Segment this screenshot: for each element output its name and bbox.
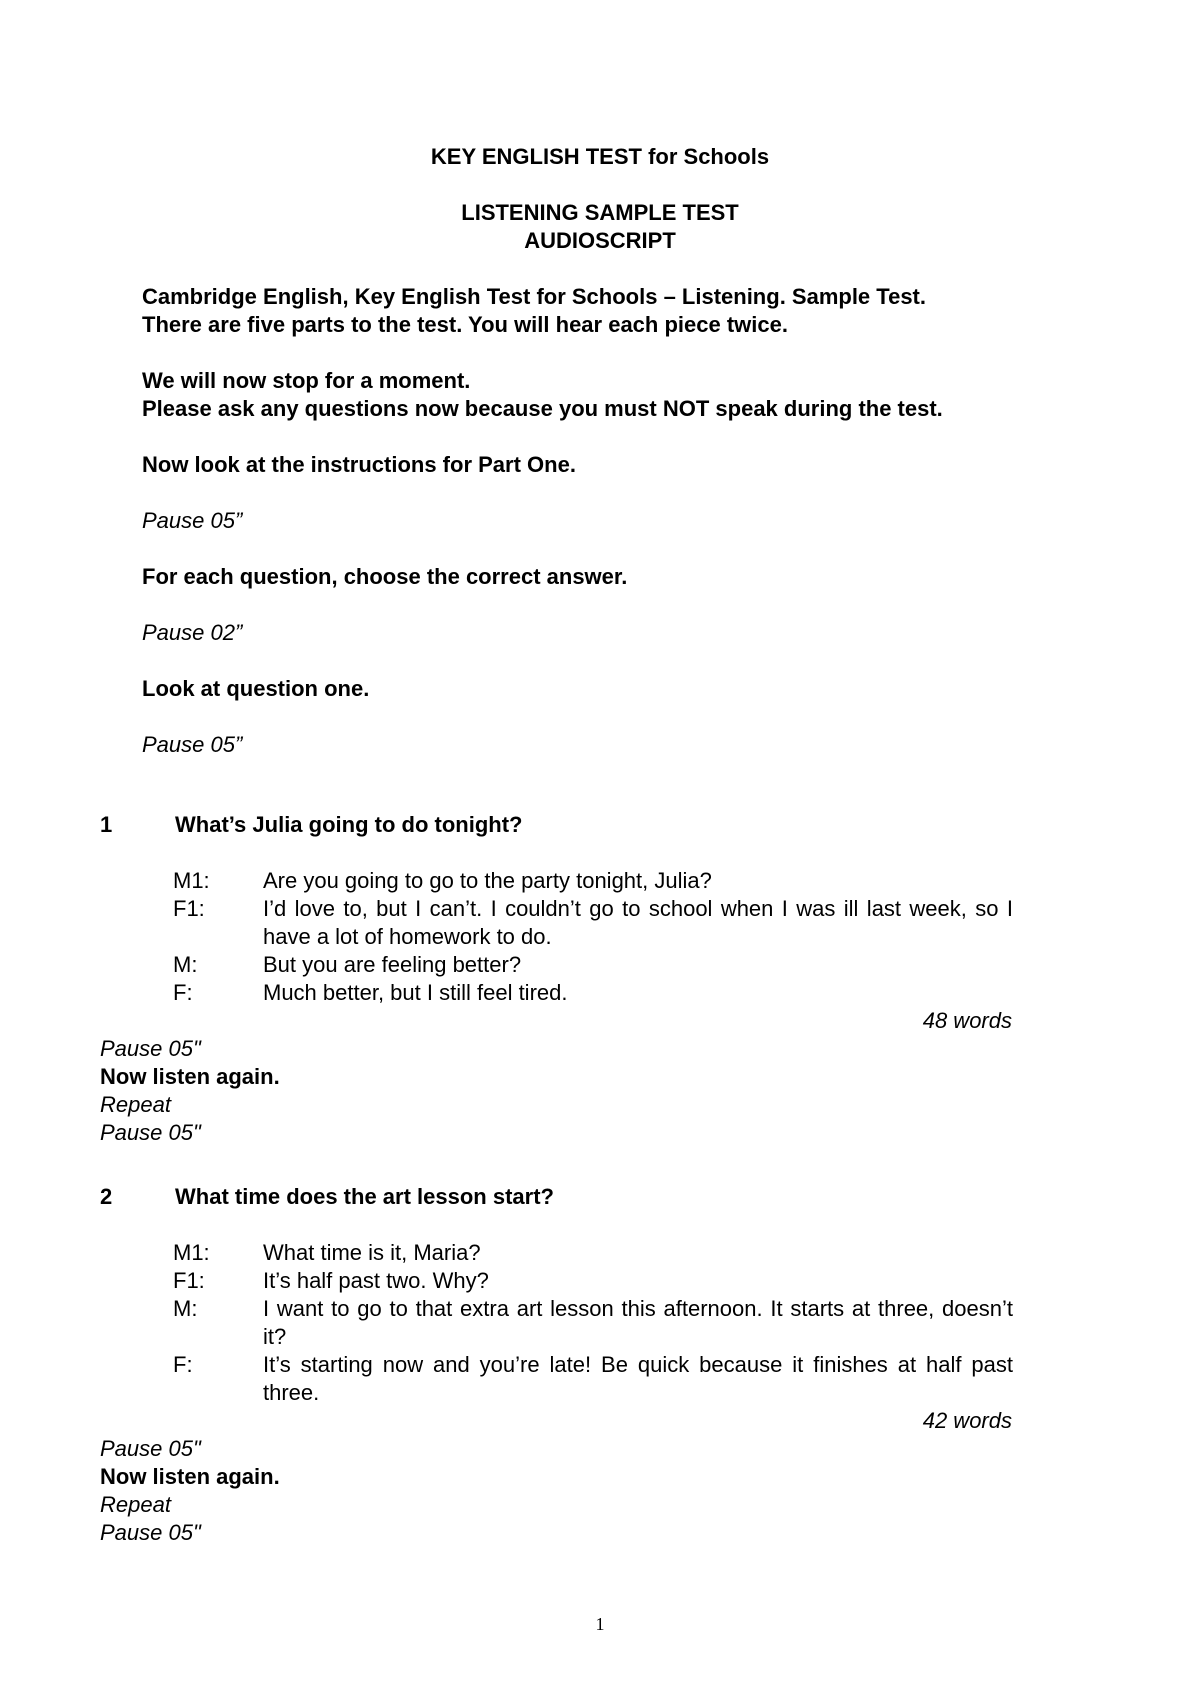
dialogue-text: But you are feeling better?	[263, 952, 522, 977]
repeat-note: Repeat	[100, 1492, 171, 1517]
pause-note: Pause 05”	[142, 732, 243, 757]
pause-note: Pause 05"	[100, 1436, 201, 1461]
listen-again-instruction: Now listen again.	[100, 1464, 280, 1489]
intro-line: Please ask any questions now because you must NOT speak during the test.	[142, 396, 943, 421]
listen-again-instruction: Now listen again.	[100, 1064, 280, 1089]
dialogue-text: Are you going to go to the party tonight, Julia?	[263, 868, 712, 893]
question-number: 2	[100, 1184, 113, 1209]
question-text: What’s Julia going to do tonight?	[175, 812, 523, 837]
document-title: KEY ENGLISH TEST for Schools	[430, 144, 770, 169]
speaker-label: M1:	[173, 868, 210, 893]
intro-line: We will now stop for a moment.	[142, 368, 471, 393]
word-count: 48 words	[922, 1008, 1012, 1033]
speaker-label: F1:	[173, 1268, 205, 1293]
dialogue-text: Much better, but I still feel tired.	[263, 980, 568, 1005]
intro-line: Cambridge English, Key English Test for Schools – Listening. Sample Test.	[142, 284, 926, 309]
page-number: 1	[595, 1614, 605, 1634]
question-text: What time does the art lesson start?	[175, 1184, 554, 1209]
pause-note: Pause 05"	[100, 1036, 201, 1061]
pause-note: Pause 05”	[142, 508, 243, 533]
pause-note: Pause 02”	[142, 620, 243, 645]
pause-note: Pause 05"	[100, 1520, 201, 1545]
intro-line: Now look at the instructions for Part One.	[142, 452, 576, 477]
speaker-label: F1:	[173, 896, 205, 921]
intro-line: There are five parts to the test. You will hear each piece twice.	[142, 312, 788, 337]
speaker-label: M:	[173, 952, 198, 977]
dialogue-text: It’s half past two. Why?	[263, 1268, 489, 1293]
word-count: 42 words	[922, 1408, 1012, 1433]
intro-line: Look at question one.	[142, 676, 370, 701]
question-number: 1	[100, 812, 113, 837]
document-subtitle-audioscript: AUDIOSCRIPT	[524, 228, 676, 253]
dialogue-text: It’s starting now and you’re late! Be quick because it finishes at half past three.	[263, 1352, 1013, 1405]
dialogue-text: I’d love to, but I can’t. I couldn’t go to school when I was ill last week, so I have a lot of homework to do.	[263, 896, 1013, 949]
speaker-label: M1:	[173, 1240, 210, 1265]
pause-note: Pause 05"	[100, 1120, 201, 1145]
speaker-label: M:	[173, 1296, 198, 1321]
repeat-note: Repeat	[100, 1092, 171, 1117]
speaker-label: F:	[173, 1352, 193, 1377]
document-subtitle: LISTENING SAMPLE TEST	[461, 200, 739, 225]
intro-line: For each question, choose the correct answer.	[142, 564, 628, 589]
speaker-label: F:	[173, 980, 193, 1005]
dialogue-text: I want to go to that extra art lesson this afternoon. It starts at three, doesn’t it?	[263, 1296, 1013, 1349]
dialogue-text: What time is it, Maria?	[263, 1240, 481, 1265]
